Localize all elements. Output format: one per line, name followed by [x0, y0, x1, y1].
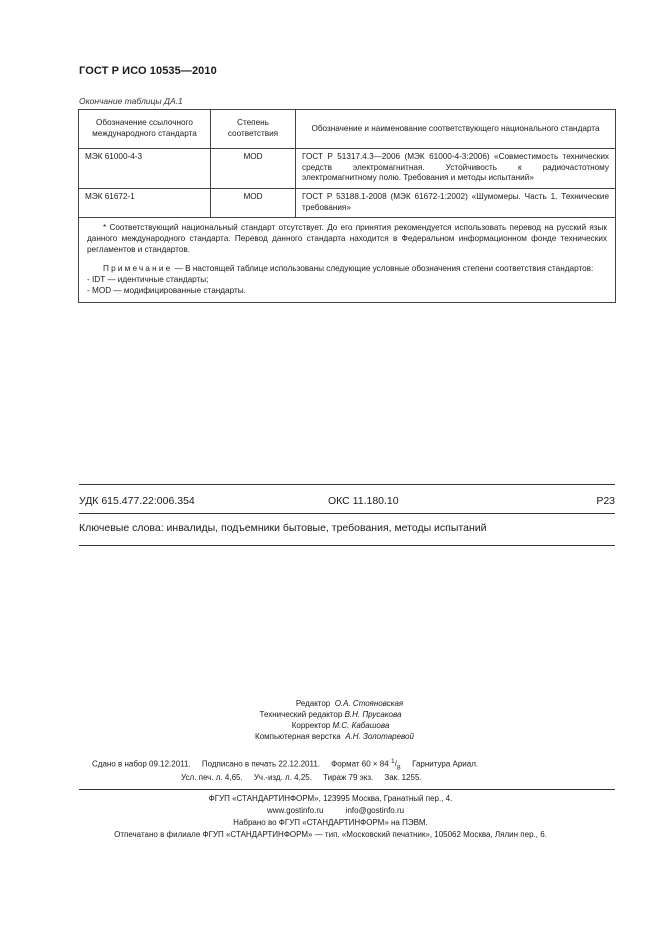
- keywords: Ключевые слова: инвалиды, подъемники бытовые, требования, методы испытаний: [79, 522, 487, 534]
- table-footnote: * Соответствующий национальный стандарт отсутствует. До его принятия рекомендуется использовать перевод на русский язык данного международного стандарта. Перевод данного стандарта находится в Федеральном информационном фонде технических регламентов и стандартов.: [87, 223, 607, 254]
- format-fraction-den: 8: [396, 764, 401, 772]
- divider-middle: [79, 513, 615, 514]
- column-header-intl: Обозначение ссылочного международного стандарта: [79, 110, 211, 149]
- table-row: [79, 149, 616, 189]
- credit-corrector: [0, 721, 661, 730]
- intl-standard-cell: МЭК 61672-1: [79, 188, 211, 217]
- typeset-info: Набрано во ФГУП «СТАНДАРТИНФОРМ» на ПЭВМ.: [233, 818, 428, 827]
- publisher-website: www.gostinfo.ru: [267, 806, 324, 815]
- divider-publisher: [79, 789, 615, 790]
- publisher-email: info@gostinfo.ru: [345, 806, 405, 815]
- credit-editor: [0, 699, 661, 708]
- paper-format: Формат 60 × 84: [331, 759, 389, 769]
- table-notes-row: [79, 218, 616, 303]
- publisher-address: ФГУП «СТАНДАРТИНФОРМ», 123995 Москва, Гранатный пер., 4.: [208, 794, 453, 803]
- note-label: Примечание: [103, 264, 173, 274]
- print-info-line2: [181, 773, 422, 782]
- document-id: ГОСТ Р ИСО 10535—2010: [79, 65, 217, 77]
- credit-tech-editor-label: Технический редактор: [259, 710, 343, 719]
- credit-corrector-label: Корректор: [291, 721, 331, 730]
- note-item-idt: - IDT — идентичные стандарты;: [87, 274, 209, 284]
- table-caption: Окончание таблицы ДА.1: [79, 96, 183, 106]
- oks-code: ОКС 11.180.10: [328, 495, 399, 507]
- pub-sheets: Уч.-изд. л. 4,25.: [253, 773, 312, 782]
- note-item-mod: - MOD — модифицированные стандарты.: [87, 285, 246, 295]
- publisher-contacts: [267, 806, 404, 815]
- credits-block: [0, 699, 661, 741]
- note-text: — В настоящей таблице использованы следующие условные обозначения степени соответствия стандартов:: [174, 264, 594, 274]
- group-code: Р23: [596, 495, 615, 507]
- table-notes: [79, 218, 616, 303]
- national-standard-cell: ГОСТ Р 51317.4.3—2006 (МЭК 61000-4-3:2006) «Совместимость технических средств электромагнитная. Устойчивость к радиочастотному электромагнитному полю. Требования и методы испытаний»: [296, 149, 616, 189]
- column-header-degree: Степень соответствия: [211, 110, 296, 149]
- order-number: Зак. 1255.: [384, 773, 422, 782]
- divider-bottom: [79, 545, 615, 546]
- copies: Тираж 79 экз.: [323, 773, 374, 782]
- credit-editor-name: О.А. Стояновская: [334, 699, 404, 708]
- credit-layout-name: А.Н. Золотаревой: [345, 732, 414, 741]
- standards-table: [78, 109, 616, 303]
- credit-editor-label: Редактор: [295, 699, 331, 708]
- degree-cell: MOD: [211, 188, 296, 217]
- table-note: [87, 264, 607, 275]
- degree-cell: MOD: [211, 149, 296, 189]
- print-info-line1: [92, 758, 478, 771]
- format-fraction-num: 1: [390, 758, 395, 765]
- divider-top: [79, 484, 615, 485]
- credit-corrector-name: М.С. Кабашова: [332, 721, 390, 730]
- credit-tech-editor-name: В.Н. Прусакова: [344, 710, 402, 719]
- signed-to-print: Подписано в печать 22.12.2011.: [201, 759, 321, 769]
- national-standard-cell: ГОСТ Р 53188.1-2008 (МЭК 61672-1:2002) «Шумомеры. Часть 1. Технические требования»: [296, 188, 616, 217]
- table-header-row: [79, 110, 616, 149]
- udc-code: УДК 615.477.22:006.354: [79, 495, 195, 507]
- credit-tech-editor: [0, 710, 661, 719]
- credit-layout-label: Компьютерная верстка: [255, 732, 341, 741]
- typeface: Гарнитура Ариал.: [412, 759, 479, 769]
- table-row: [79, 188, 616, 217]
- credit-layout: [0, 732, 661, 741]
- sent-to-set: Сдано в набор 09.12.2011.: [92, 759, 191, 769]
- printed-info: Отпечатано в филиале ФГУП «СТАНДАРТИНФОРМ» — тип. «Московский печатник», 105062 Москва, Лялин пер., 6.: [114, 830, 547, 839]
- print-sheets: Усл. печ. л. 4,65.: [181, 773, 243, 782]
- intl-standard-cell: МЭК 61000-4-3: [79, 149, 211, 189]
- format-fraction: $^1/_8$: [390, 758, 401, 772]
- column-header-national: Обозначение и наименование соответствующего национального стандарта: [296, 110, 616, 149]
- classification-row: [79, 495, 615, 509]
